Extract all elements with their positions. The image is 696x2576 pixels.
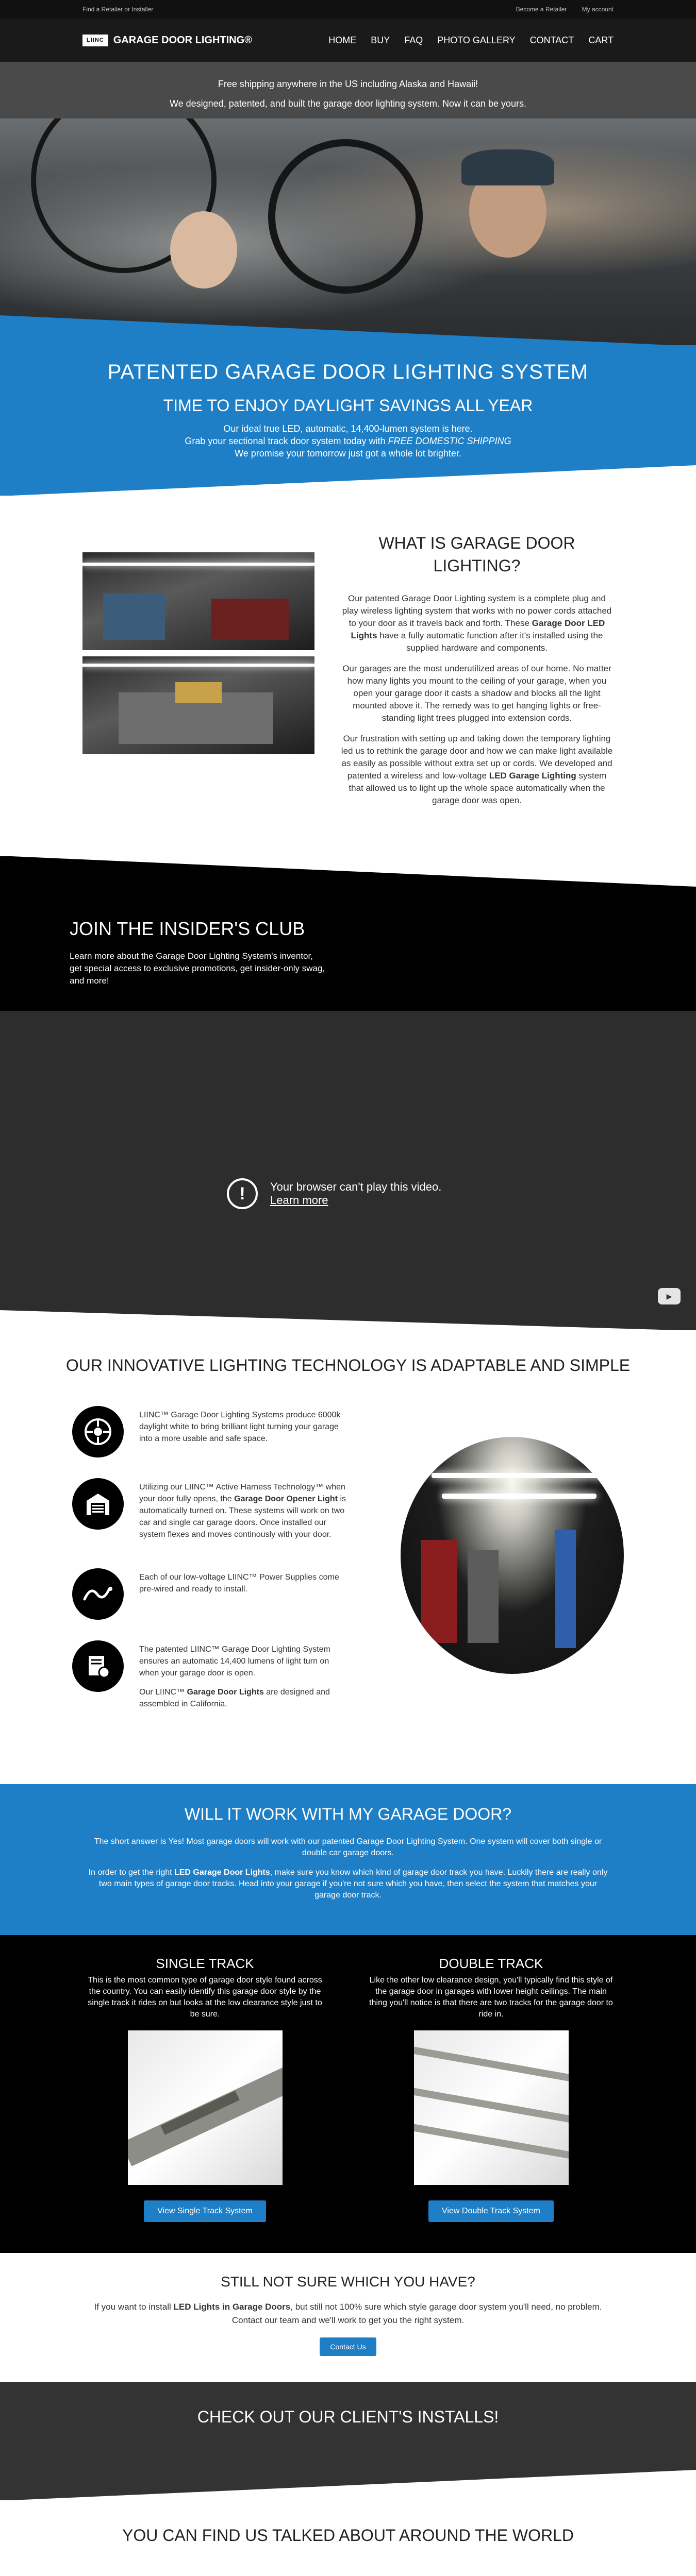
what-is-title: WHAT IS GARAGE DOOR LIGHTING?: [378, 534, 575, 575]
nav-item-photo-gallery[interactable]: PHOTO GALLERY: [437, 35, 516, 45]
feature-text-2: Utilizing our LIINC™ Active Harness Technology™ when your door fully opens, the Garage Door Opener Light is automatically turned on. These systems will work on two car and single car garage doors. Once installed our system flexes and moves continously with your door.: [139, 1483, 346, 1539]
insider-title[interactable]: JOIN THE INSIDER'S CLUB: [70, 918, 305, 939]
video-error-text: Your browser can't play this video.: [270, 1180, 442, 1193]
feature-text-5: Our LIINC™ Garage Door Lights are designed and assembled in California.: [139, 1688, 330, 1708]
nav-item-cart[interactable]: CART: [588, 35, 614, 45]
single-track-text: This is the most common type of garage door style found across the country. You can easily identify this garage door style by the single track it rides on but looks at the low clearance style just to be sure.: [88, 1976, 322, 2019]
video-section: [0, 1011, 696, 1330]
blue-wedge-divider: [0, 465, 696, 496]
logo-badge: LIINC: [82, 35, 108, 46]
track-types-section: [0, 1935, 696, 2253]
hero-title: PATENTED GARAGE DOOR LIGHTING SYSTEM: [107, 361, 589, 383]
what-is-p1: Our patented Garage Door Lighting system is a complete plug and play wireless lighting system that works with no power cords attached to your door as it travels back and forth. These Garage Door LED Lights have a fully automatic function after it's installed using the supplied hardware and components.: [342, 594, 612, 653]
lit-garage-photo: [401, 1437, 624, 1674]
nav-menu: [328, 35, 614, 46]
not-sure-line-2: Contact our team and we'll work to get you the right system.: [231, 2315, 465, 2325]
client-installs-section: [0, 2382, 696, 2500]
garage-photo-1: [82, 552, 314, 650]
power-wave-icon: [72, 1568, 124, 1620]
double-track-photo: [414, 2030, 569, 2185]
compatibility-p2: In order to get the right LED Garage Door Lights, make sure you know which kind of garage door track you have. Luckily there are really only two main types of garage door tracks. Head into your garage if you're not sure which you have, then select the system that matches your garage door track.: [88, 1868, 608, 1900]
press-section: [0, 2500, 696, 2576]
garage-photo-2: [82, 656, 314, 754]
press-title: YOU CAN FIND US TALKED ABOUT AROUND THE WORLD: [122, 2526, 574, 2545]
top-utility-bar: [0, 0, 696, 19]
logo-text: GARAGE DOOR LIGHTING®: [113, 34, 252, 46]
video-error-notice: [227, 1178, 441, 1209]
compatibility-section: [0, 1784, 696, 1935]
what-is-p3: Our frustration with setting up and taking down the temporary lighting led us to rethink the garage door and how we can make light available as easily as possible without extra set up or cords. We developed and patented a wireless and low-voltage LED Garage Lighting system that allowed us to light up the whole space automatically when the garage door was open.: [341, 734, 613, 805]
feature-item: [72, 1640, 349, 1717]
shipping-line-2: We designed, patented, and built the garage door lighting system. Now it can be yours.: [169, 98, 527, 109]
double-track-text: Like the other low clearance design, you'll typically find this style of the garage door in garages with lower height ceilings. The main thing you'll notice is that there are two tracks for the garage door to ride in.: [369, 1976, 613, 2019]
feature-text-4: The patented LIINC™ Garage Door Lighting System ensures an automatic 14,400 lumens of light turn on when your garage door is open.: [139, 1645, 330, 1677]
nav-item-home[interactable]: HOME: [328, 35, 357, 45]
shipping-line-1: Free shipping anywhere in the US including Alaska and Hawaii!: [218, 79, 478, 89]
innovative-section: [0, 1330, 696, 1784]
what-is-p2: Our garages are the most underutilized areas of our home. No matter how many lights you mount to the ceiling of your garage, when you open your garage door it casts a shadow and blocks all the light mounted above it. The remedy was to get hanging lights or free-standing light trees plugged into extension cords.: [342, 664, 611, 723]
feature-list: [72, 1406, 349, 1738]
garage-photos: [82, 516, 314, 815]
single-track-title: SINGLE TRACK: [156, 1956, 254, 1971]
hero-wedge-divider: [0, 315, 696, 345]
video-player[interactable]: [0, 1011, 696, 1330]
compatibility-p1: The short answer is Yes! Most garage doors will work with our patented Garage Door Lighting System. One system will cover both single or double car garage doors.: [94, 1837, 602, 1857]
feature-item: [72, 1478, 349, 1548]
warning-icon: !: [227, 1178, 258, 1209]
nav-item-contact[interactable]: CONTACT: [529, 35, 574, 45]
my-account-link[interactable]: My account: [582, 6, 614, 13]
youtube-icon[interactable]: ▶: [658, 1288, 681, 1304]
find-retailer-link[interactable]: Find a Retailer or Installer: [82, 6, 154, 13]
what-is-text: [340, 516, 614, 815]
installs-wedge-divider: [0, 2470, 696, 2501]
not-sure-line-1: If you want to install LED Lights in Garage Doors, but still not 100% sure which style garage door system you'll need, no problem.: [94, 2302, 602, 2312]
not-sure-section: [0, 2253, 696, 2382]
patent-seal-icon: [72, 1640, 124, 1692]
main-nav: [0, 19, 696, 62]
hero-subtitle: TIME TO ENJOY DAYLIGHT SAVINGS ALL YEAR: [163, 396, 533, 415]
site-logo[interactable]: [82, 35, 252, 46]
view-single-track-button[interactable]: View Single Track System: [144, 2200, 266, 2222]
feature-item: [72, 1568, 349, 1620]
camera-aperture-icon: [72, 1406, 124, 1458]
contact-us-button[interactable]: Contact Us: [320, 2337, 376, 2356]
single-track-photo: [128, 2030, 283, 2185]
shipping-banner: [0, 62, 696, 118]
insider-wedge-divider: [0, 856, 696, 887]
nav-item-faq[interactable]: FAQ: [404, 35, 423, 45]
feature-item: [72, 1406, 349, 1458]
insider-text: Learn more about the Garage Door Lighting System's inventor, get special access to exclusive promotions, get insider-only swag, and more!: [70, 951, 325, 986]
insider-club-section: [0, 856, 696, 1011]
feature-text-1: LIINC™ Garage Door Lighting Systems produce 6000k daylight white to bring brilliant light turning your garage into a more usable and safe space.: [139, 1411, 341, 1443]
innovative-title: OUR INNOVATIVE LIGHTING TECHNOLOGY IS ADAPTABLE AND SIMPLE: [65, 1356, 631, 1375]
video-learn-more-link[interactable]: Learn more: [270, 1194, 328, 1207]
feature-text-3: Each of our low-voltage LIINC™ Power Supplies come pre-wired and ready to install.: [139, 1573, 339, 1594]
compatibility-title: WILL IT WORK WITH MY GARAGE DOOR?: [184, 1805, 512, 1823]
installs-title: CHECK OUT OUR CLIENT'S INSTALLS!: [197, 2408, 499, 2426]
not-sure-title: STILL NOT SURE WHICH YOU HAVE?: [221, 2274, 475, 2290]
view-double-track-button[interactable]: View Double Track System: [428, 2200, 554, 2222]
video-wedge-divider: [0, 1300, 696, 1331]
double-track-title: DOUBLE TRACK: [439, 1956, 543, 1971]
hero-line-2: Grab your sectional track door system today with FREE DOMESTIC SHIPPING: [185, 436, 511, 446]
hero-line-3: We promise your tomorrow just got a whole lot brighter.: [235, 448, 461, 459]
single-track-card: [82, 1956, 327, 2222]
what-is-section: [0, 496, 696, 856]
hero-photo: [0, 118, 696, 345]
hero-band: [0, 345, 696, 496]
garage-door-icon: [72, 1478, 124, 1530]
hero-line-1: Our ideal true LED, automatic, 14,400-lumen system is here.: [223, 423, 473, 434]
nav-item-buy[interactable]: BUY: [371, 35, 390, 45]
become-retailer-link[interactable]: Become a Retailer: [516, 6, 567, 13]
double-track-card: [369, 1956, 614, 2222]
